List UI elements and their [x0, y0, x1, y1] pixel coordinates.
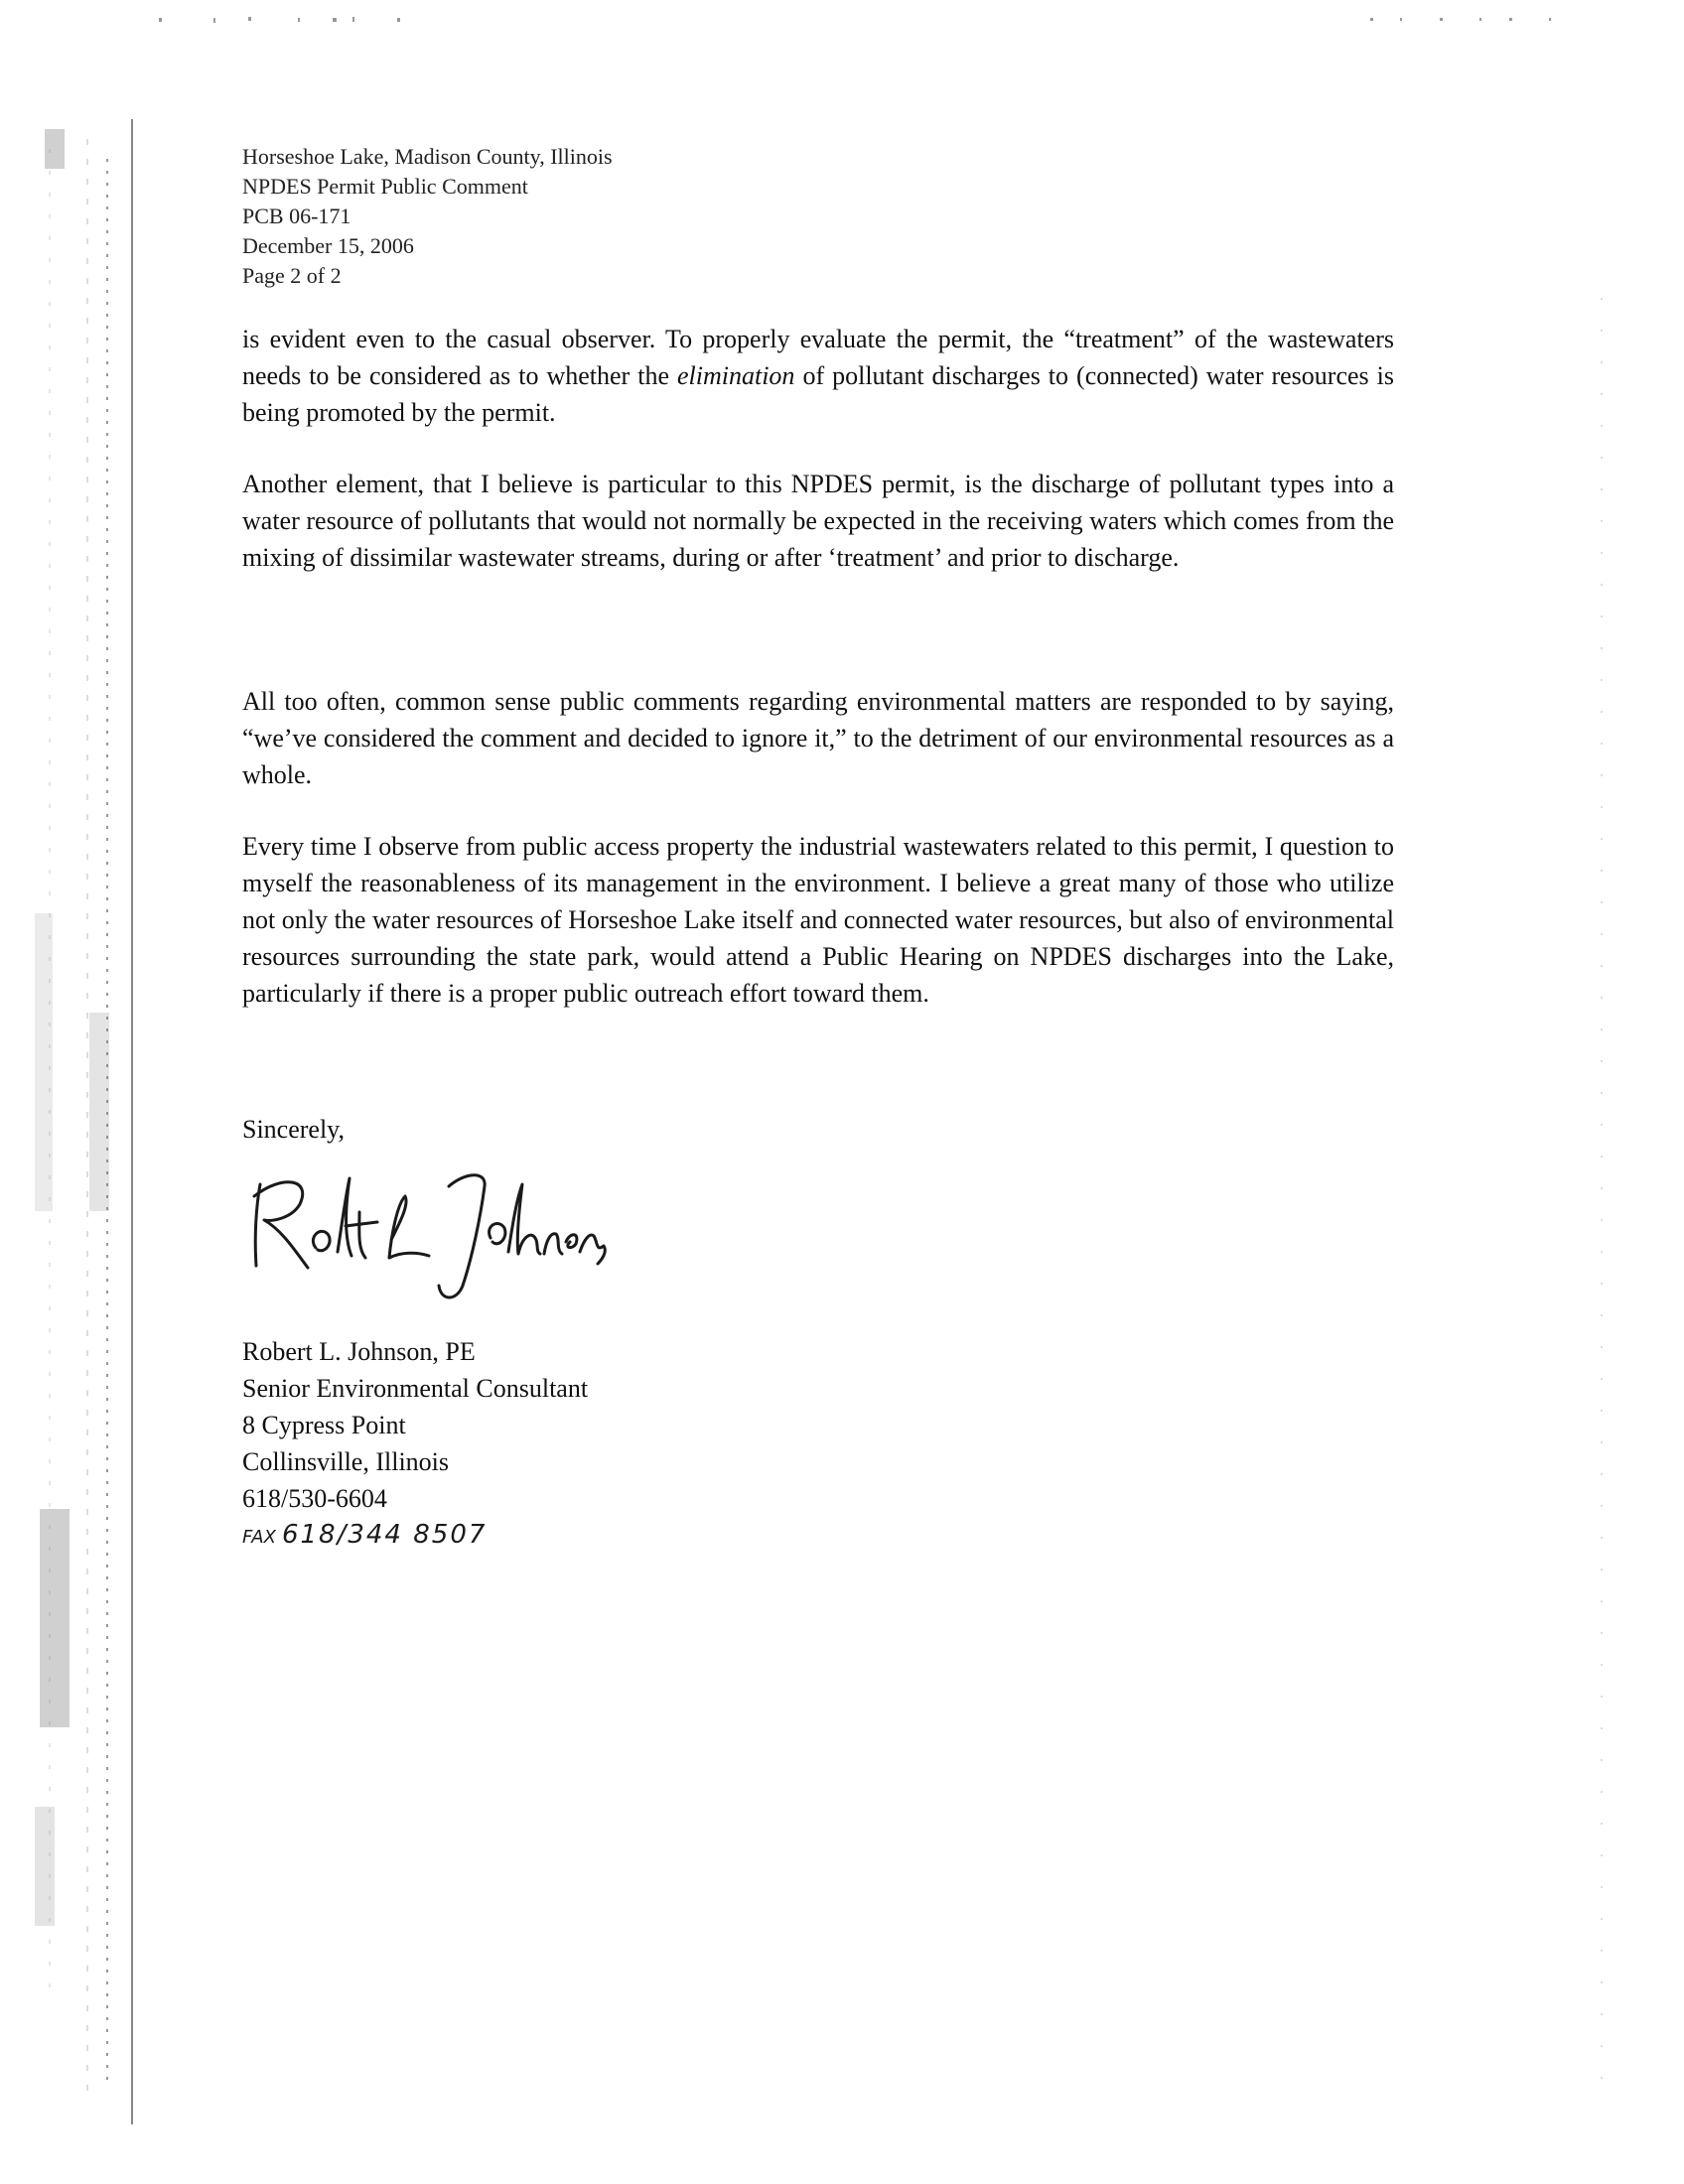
sender-title: Senior Environmental Consultant	[242, 1374, 589, 1403]
header-date: December 15, 2006	[242, 233, 414, 258]
header-location: Horseshoe Lake, Madison County, Illinois	[242, 144, 613, 169]
scan-noise-top	[0, 0, 1684, 40]
signature-block	[242, 1333, 588, 1556]
header-page-number: Page 2 of 2	[242, 263, 342, 288]
header-case-number: PCB 06-171	[242, 204, 351, 228]
paragraph-1-emphasis: elimination	[677, 361, 795, 390]
fax-number: 618/344 8507	[281, 1520, 488, 1550]
sender-fax-handwritten	[242, 1517, 588, 1556]
paragraph-1	[242, 321, 1394, 431]
sender-name: Robert L. Johnson, PE	[242, 1337, 476, 1366]
scan-noise-right-margin	[1594, 298, 1614, 2085]
header-subject: NPDES Permit Public Comment	[242, 174, 528, 199]
scan-noise-left-margin	[30, 119, 149, 2124]
paragraph-1-text-end: of pollutant discharges to (connected) water resources is being promoted by the permit.	[242, 361, 1394, 427]
handwritten-signature	[242, 1157, 620, 1305]
paragraph-4: Every time I observe from public access property the industrial wastewaters related to this permit, I question to myself the reasonableness of its management in the environment. I believe a great many of those who utilize not only the water resources of Horseshoe Lake itself and connected water resources, but also of environmental resources surrounding the state park, would attend a Public Hearing on NPDES discharges into the Lake, particularly if there is a proper public outreach effort toward them.	[242, 832, 1394, 1008]
sender-city: Collinsville, Illinois	[242, 1447, 450, 1476]
sender-street: 8 Cypress Point	[242, 1411, 406, 1439]
letter-header	[242, 142, 613, 291]
fax-label: FAX	[242, 1527, 276, 1548]
paragraph-1-text-start: is evident even to the casual observer. To properly evaluate the permit, the “treatment” of the wastewaters needs to be considered as to whether the	[242, 325, 1394, 390]
paragraph-2: Another element, that I believe is particular to this NPDES permit, is the discharge of pollutant types into a water resource of pollutants that would not normally be expected in the receiving waters which comes from the mixing of dissimilar wastewater streams, during or after ‘treatment’ and prior to discharge.	[242, 470, 1394, 572]
sender-phone: 618/530-6604	[242, 1484, 387, 1513]
closing-salutation: Sincerely,	[242, 1115, 345, 1144]
paragraph-3: All too often, common sense public comments regarding environmental matters are responded to by saying, “we’ve considered the comment and decided to ignore it,” to the detriment of our environmental resources as a whole.	[242, 687, 1394, 789]
